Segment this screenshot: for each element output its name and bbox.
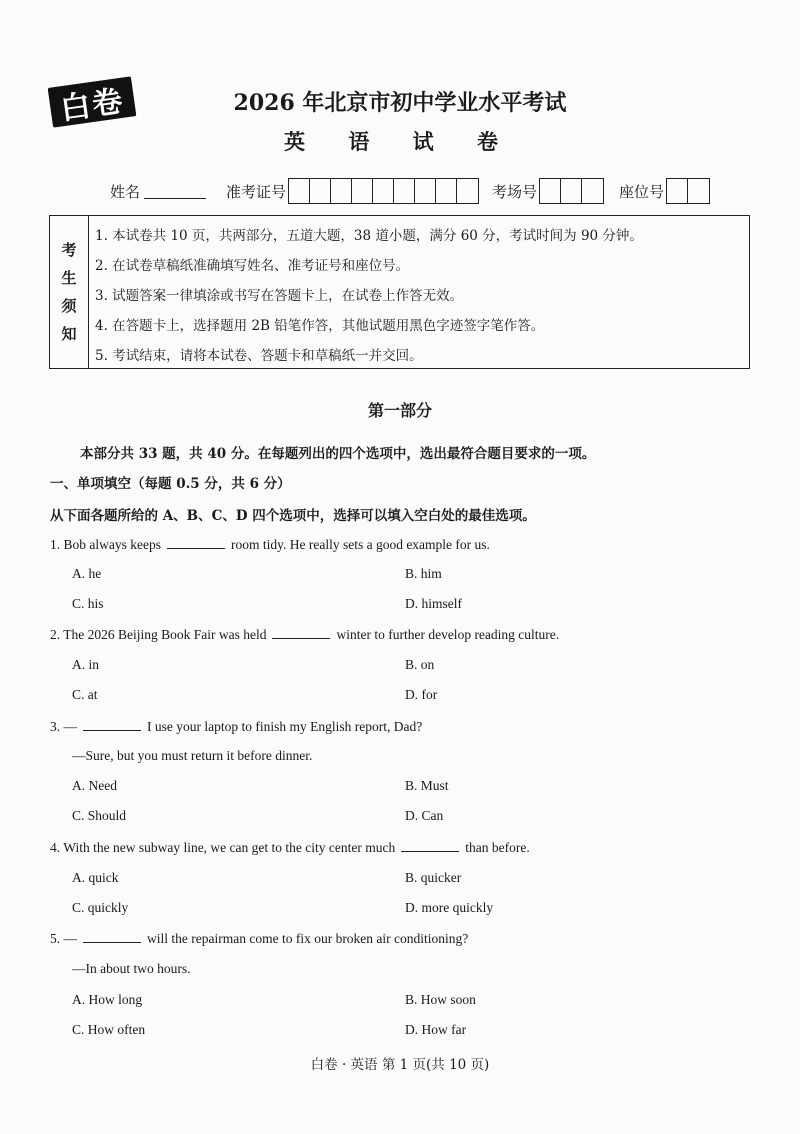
question-1-option-b[interactable]: B. him: [405, 566, 442, 581]
question-5-option-b[interactable]: B. How soon: [405, 992, 476, 1007]
question-2-option-c[interactable]: C. at: [72, 687, 98, 702]
notice-item: 5. 考试结束，请将本试卷、答题卡和草稿纸一并交回。: [95, 348, 423, 364]
question-3-reply: —Sure, but you must return it before dinner.: [72, 748, 313, 763]
answer-blank: [167, 536, 225, 549]
notice-items: [89, 216, 749, 368]
question-5-option-c[interactable]: C. How often: [72, 1022, 146, 1037]
question-3-option-d[interactable]: D. Can: [405, 808, 444, 823]
name-field[interactable]: [144, 184, 206, 199]
question-4-option-b[interactable]: B. quicker: [405, 870, 462, 885]
question-3-option-b[interactable]: B. Must: [405, 778, 449, 793]
part-title: 一、单项填空（每题 0.5 分，共 6 分）: [50, 476, 291, 492]
question-2-stem: 2. The 2026 Beijing Book Fair was held winter to further develop reading culture.: [50, 627, 560, 642]
page-footer: 白卷 · 英语 第 1 页(共 10 页): [310, 1057, 490, 1073]
question-1-option-d[interactable]: D. himself: [405, 596, 462, 611]
answer-blank: [83, 718, 141, 731]
question-5-option-d[interactable]: D. How far: [405, 1022, 467, 1037]
exam-notice-box: [49, 215, 750, 369]
seat-label: 座位号: [619, 182, 665, 201]
room-number-boxes[interactable]: [539, 178, 604, 204]
question-2-option-a[interactable]: A. in: [72, 657, 99, 672]
question-1-option-c[interactable]: C. his: [72, 596, 104, 611]
part-instruction: 从下面各题所给的 A、B、C、D 四个选项中，选择可以填入空白处的最佳选项。: [50, 508, 536, 524]
room-label: 考场号: [492, 182, 538, 201]
notice-item: 2. 在试卷草稿纸准确填写姓名、准考证号和座位号。: [95, 258, 410, 274]
question-4-option-d[interactable]: D. more quickly: [405, 900, 494, 915]
notice-item: 4. 在答题卡上，选择题用 2B 铅笔作答，其他试题用黑色字迹签字笔作答。: [95, 318, 545, 334]
exam-number-label: 准考证号: [226, 182, 287, 201]
exam-subtitle: 英 语 试 卷: [284, 129, 516, 154]
exam-title: 2026 年北京市初中学业水平考试: [233, 90, 567, 116]
question-4-option-a[interactable]: A. quick: [72, 870, 119, 885]
paper-badge: 白卷: [48, 76, 137, 127]
name-label: 姓名: [110, 182, 141, 201]
question-4-stem: 4. With the new subway line, we can get to the city center much than before.: [50, 840, 530, 855]
question-1-stem: 1. Bob always keeps room tidy. He really sets a good example for us.: [50, 537, 490, 552]
question-5-option-a[interactable]: A. How long: [72, 992, 143, 1007]
seat-number-boxes[interactable]: [666, 178, 710, 204]
question-3-option-c[interactable]: C. Should: [72, 808, 127, 823]
question-4-option-c[interactable]: C. quickly: [72, 900, 129, 915]
answer-blank: [83, 930, 141, 943]
notice-item: 1. 本试卷共 10 页，共两部分，五道大题，38 道小题，满分 60 分，考试时间为 90 分钟。: [95, 228, 643, 244]
exam-number-boxes[interactable]: [288, 178, 479, 204]
question-3-stem: 3. — I use your laptop to finish my English report, Dad?: [50, 719, 423, 734]
section-title: 第一部分: [367, 401, 432, 420]
question-2-option-b[interactable]: B. on: [405, 657, 435, 672]
section-intro: 本部分共 33 题，共 40 分。在每题列出的四个选项中，选出最符合题目要求的一项。: [80, 446, 596, 462]
notice-side-label: 考 生 须 知: [50, 216, 89, 368]
question-3-option-a[interactable]: A. Need: [72, 778, 117, 793]
answer-blank: [401, 839, 459, 852]
question-5-reply: —In about two hours.: [72, 961, 191, 976]
answer-blank: [272, 626, 330, 639]
question-1-option-a[interactable]: A. he: [72, 566, 102, 581]
candidate-id-row: [110, 178, 710, 204]
question-2-option-d[interactable]: D. for: [405, 687, 438, 702]
notice-item: 3. 试题答案一律填涂或书写在答题卡上，在试卷上作答无效。: [95, 288, 464, 304]
question-5-stem: 5. — will the repairman come to fix our broken air conditioning?: [50, 931, 469, 946]
